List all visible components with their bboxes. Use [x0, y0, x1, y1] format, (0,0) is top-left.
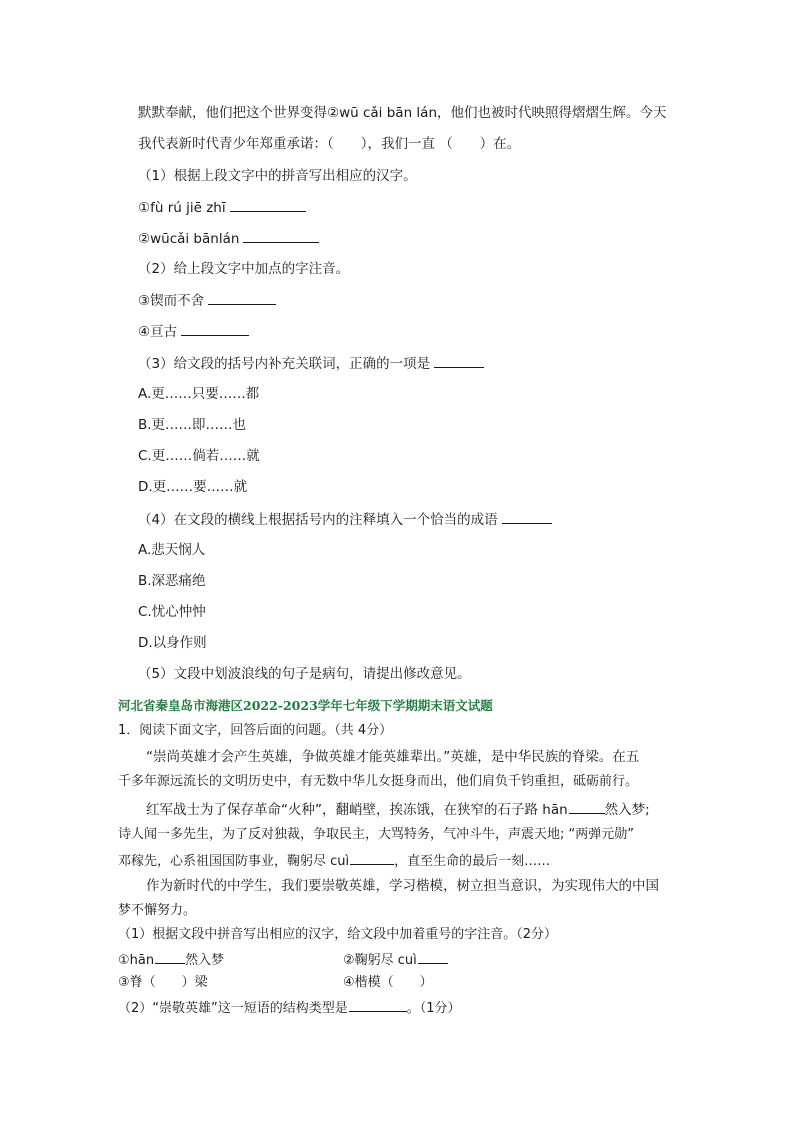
option-item: B.更……即……也 — [138, 417, 247, 433]
answer-blank[interactable] — [155, 950, 185, 964]
passage-line: “崇尚英雄才会产生英雄，争做英雄才能英雄辈出。”英雄，是中华民族的脊梁。在五 — [146, 749, 640, 765]
answer-item — [343, 950, 448, 970]
passage-text: 然入梦; — [604, 802, 650, 818]
section-heading: 河北省秦皇岛市海港区2022-2023学年七年级下学期期末语文试题 — [118, 698, 493, 713]
passage-line — [118, 851, 550, 871]
option-item: A.更……只要……都 — [138, 386, 260, 402]
passage-line: 千多年源远流长的文明历史中，有无数中华儿女挺身而出，他们肩负千钧重担，砥砺前行。 — [118, 774, 639, 789]
question-text: （4）在文段的横线上根据括号内的注释填入一个恰当的成语 — [138, 512, 498, 528]
question-stem — [138, 510, 552, 529]
answer-blank[interactable] — [181, 322, 249, 336]
item-label: ③锲而不舍 — [138, 293, 205, 309]
question-stem: （2）给上段文字中加点的字注音。 — [138, 261, 350, 277]
question-stem: （1）根据上段文字中的拼音写出相应的汉字。 — [138, 168, 417, 184]
answer-row — [118, 974, 678, 992]
item-label: 然入梦 — [185, 953, 225, 968]
passage-text: 邓稼先，心系祖国国防事业，鞠躬尽 cuì — [118, 854, 350, 869]
option-item: D.以身作则 — [138, 635, 207, 651]
question-stem: （1）根据文段中拼音写出相应的汉字，给文段中加着重号的字注音。（2分） — [118, 927, 558, 942]
answer-blank[interactable] — [418, 950, 448, 964]
item-label: ④亘古 — [138, 324, 178, 340]
option-item: D.更……要……就 — [138, 479, 248, 495]
passage-text: ，直至生命的最后一刻…… — [394, 854, 551, 869]
answer-item: ④楷模（ ） — [343, 975, 433, 990]
answer-item — [138, 198, 306, 217]
answer-item — [138, 229, 319, 248]
passage-line: 梦不懈努力。 — [118, 903, 197, 918]
option-item: A.悲天悯人 — [138, 542, 206, 558]
question-stem — [118, 998, 461, 1018]
answer-row — [118, 950, 678, 970]
answer-item — [138, 291, 276, 310]
item-label: ②鞠躬尽 cuì — [343, 953, 417, 968]
answer-blank[interactable] — [502, 510, 552, 524]
passage-text: 红军战士为了保存革命“火种”，翻峭壁，挨冻饿，在狭窄的石子路 hān — [146, 802, 568, 818]
option-item: C.忧心忡忡 — [138, 604, 206, 620]
passage-line — [146, 800, 650, 819]
question-stem — [138, 354, 484, 373]
answer-item — [118, 953, 224, 968]
option-item: C.更……倘若……就 — [138, 448, 260, 464]
passage-line: 默默奉献，他们把这个世界变得②wū cǎi bān lán，他们也被时代映照得熠熠生辉。今天 — [138, 105, 667, 121]
option-item: B.深恶痛绝 — [138, 573, 206, 589]
question-text: 。（1分） — [406, 1001, 461, 1016]
question-stem: （5）文段中划波浪线的句子是病句，请提出修改意见。 — [138, 666, 471, 682]
passage-line: 我代表新时代青少年郑重承诺：（ ），我们一直 （ ）在。 — [138, 136, 521, 152]
answer-item — [138, 322, 249, 341]
item-label: ①hān — [118, 953, 155, 968]
question-text: （2）“崇敬英雄”这一短语的结构类型是 — [118, 1001, 348, 1016]
question-intro: 1．阅读下面文字，回答后面的问题。（共 4分） — [118, 723, 393, 738]
passage-line: 作为新时代的中学生，我们要崇敬英雄，学习楷模，树立担当意识，为实现伟大的中国 — [146, 878, 659, 894]
answer-blank[interactable] — [569, 800, 605, 814]
item-label: ①fù rú jiē zhī — [138, 200, 226, 216]
question-text: （3）给文段的括号内补充关联词，正确的一项是 — [138, 356, 431, 372]
item-label: ②wūcǎi bānlán — [138, 231, 240, 247]
answer-blank[interactable] — [434, 354, 484, 368]
answer-blank[interactable] — [349, 998, 407, 1012]
answer-blank[interactable] — [350, 851, 394, 865]
passage-line: 诗人闻一多先生，为了反对独裁，争取民主，大骂特务，气冲斗牛，声震天地; “两弹元勋” — [118, 827, 634, 842]
answer-blank[interactable] — [230, 198, 306, 212]
answer-item: ③脊（ ）梁 — [118, 975, 208, 990]
answer-blank[interactable] — [243, 229, 319, 243]
answer-blank[interactable] — [208, 291, 276, 305]
